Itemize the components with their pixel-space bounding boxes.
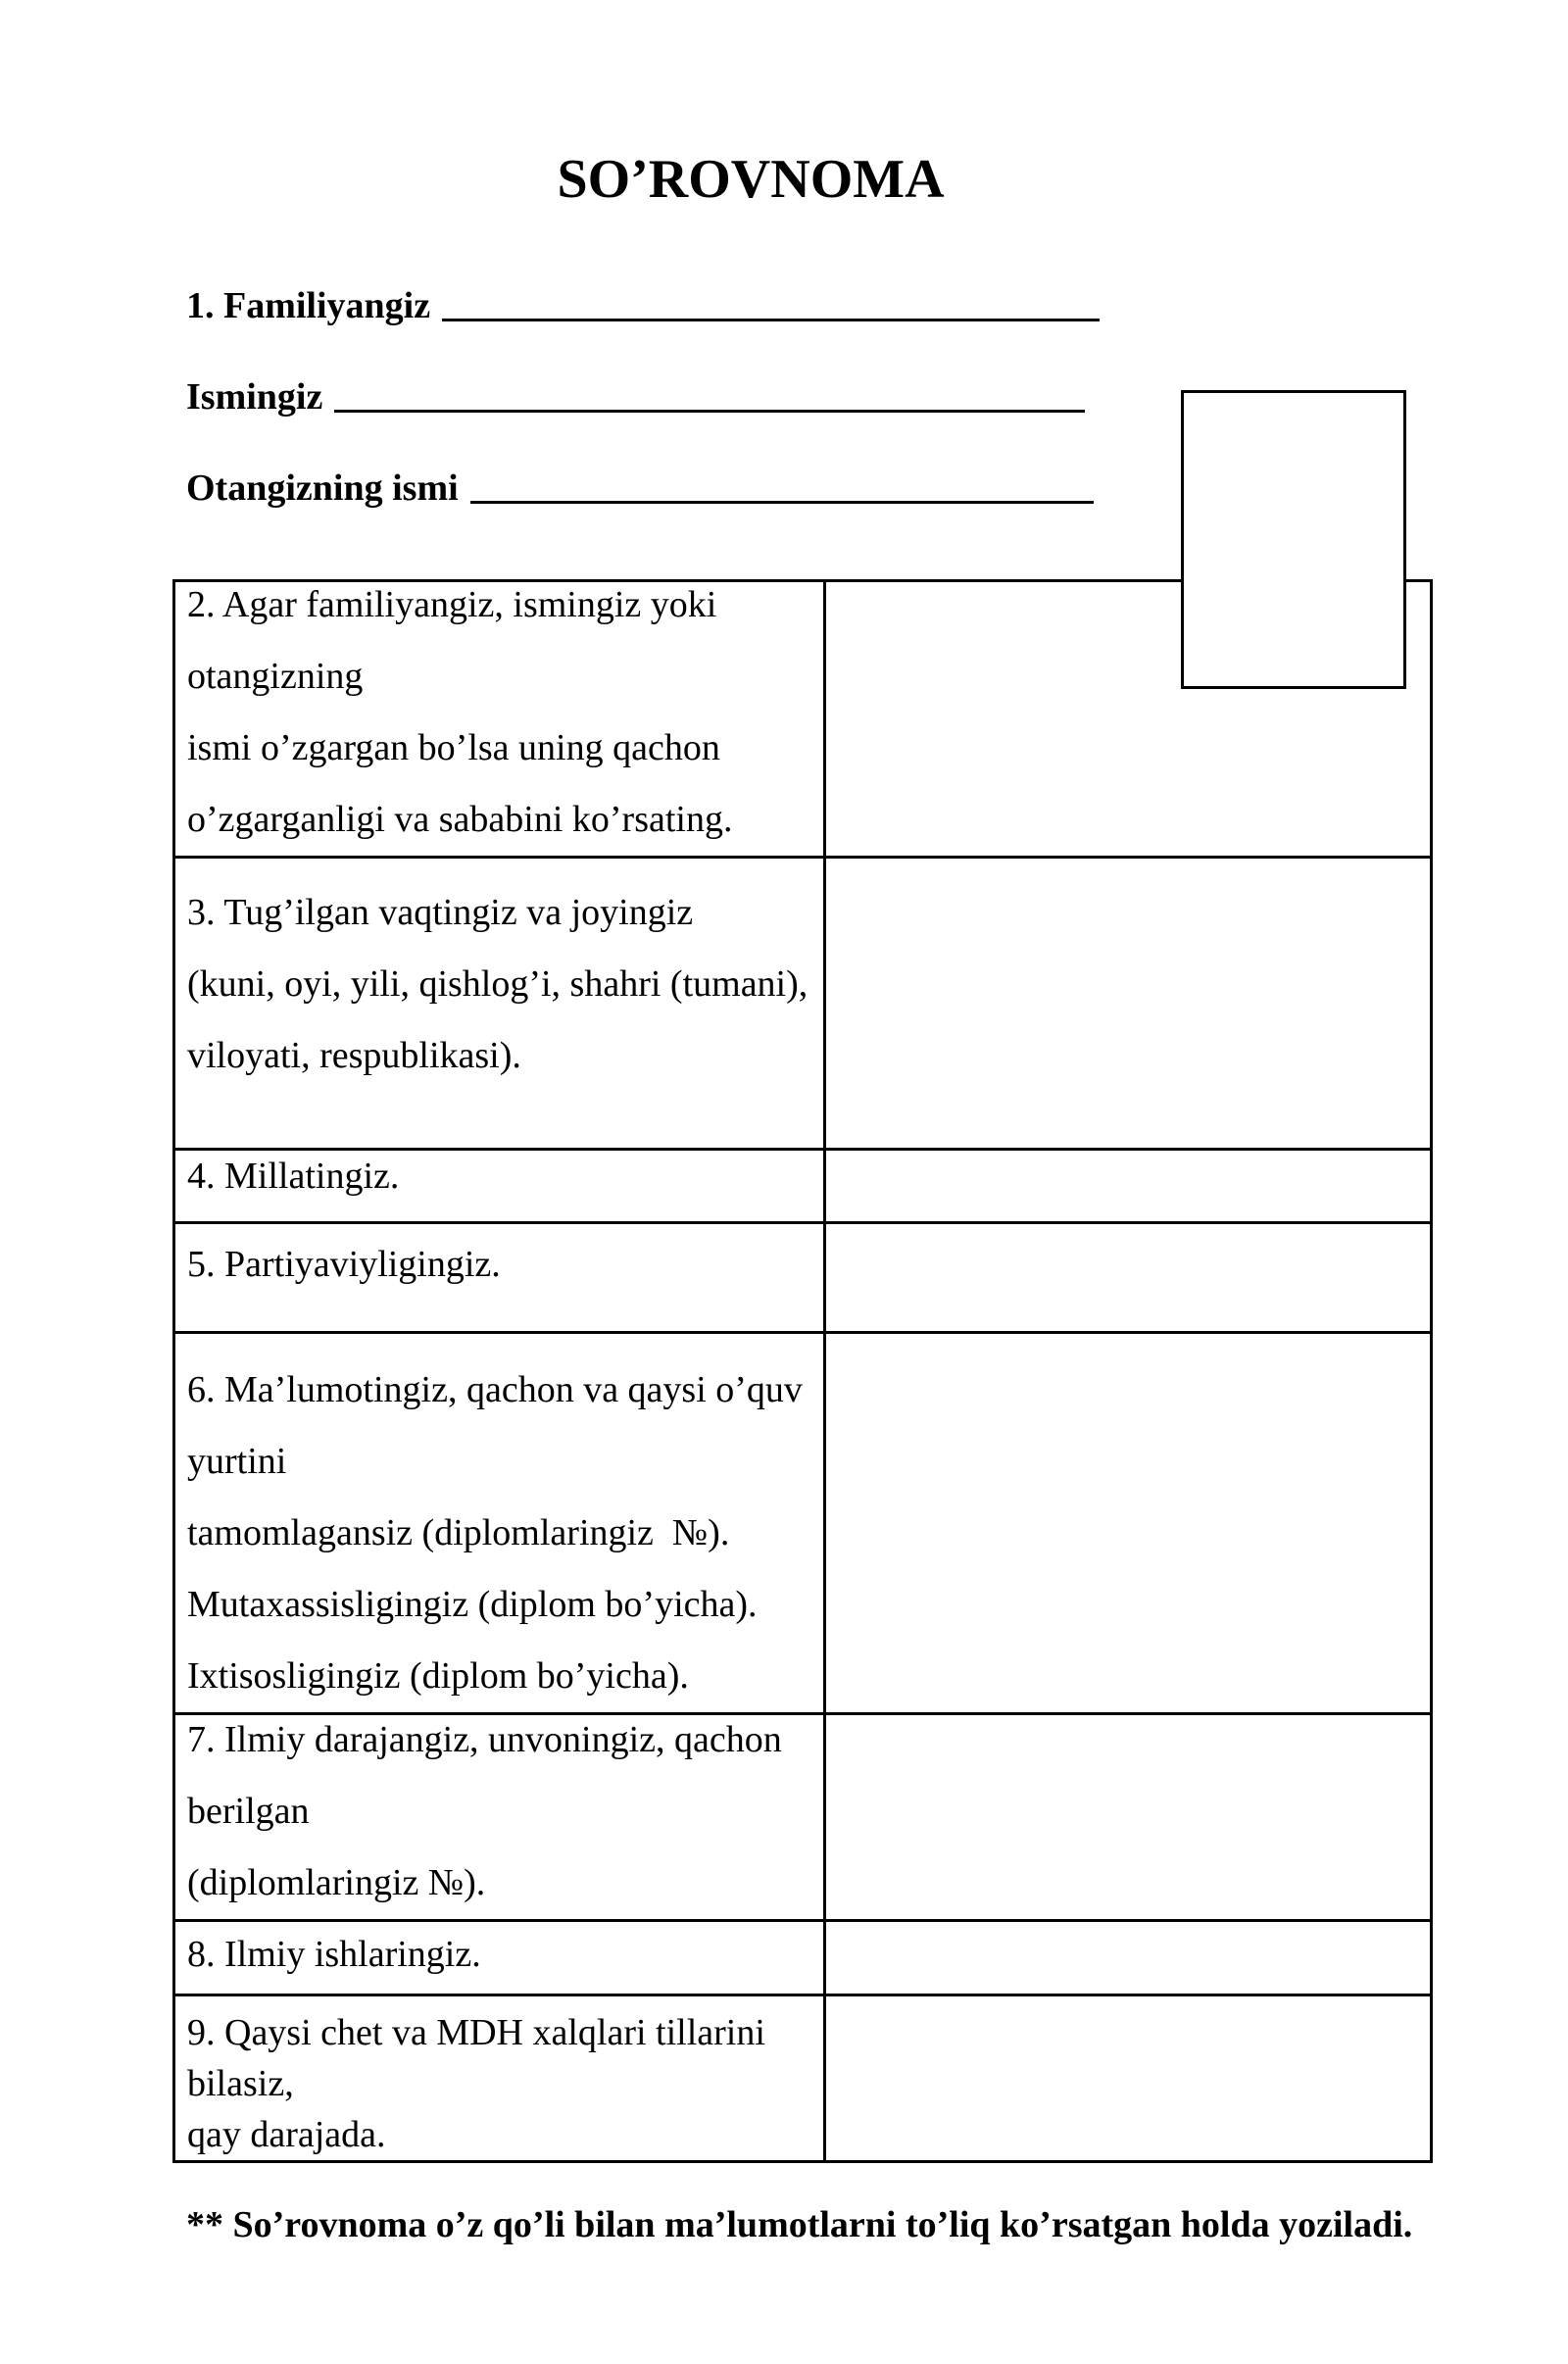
table-row [175,1715,1430,1922]
question-line: o’zgarganligi va sababini ko’rsating. [187,799,733,840]
answer-cell [826,859,1430,1148]
question-line: qay darajada. [187,2114,386,2155]
field-label: 1. Familiyangiz [186,285,431,326]
field-row [186,286,1100,325]
question-line: ismi o’zgargan bo’lsa uning qachon [187,727,720,768]
answer-cell [826,1922,1430,1994]
page-title: SO’ROVNOMA [557,149,945,210]
question-line: 6. Ma’lumotingiz, qachon va qaysi o’quv yurtini [187,1369,812,1482]
question-line: tamomlagansiz (diplomlaringiz №). [187,1512,730,1553]
question-cell [175,1996,826,2160]
question-cell [175,859,826,1148]
answer-cell [826,1715,1430,1919]
table-row [175,1151,1430,1224]
field-row [186,377,1085,417]
table-row [175,1334,1430,1715]
question-line: (diplomlaringiz №). [187,1862,486,1903]
question-line: Ixtisosligingiz (diplom bo’yicha). [187,1655,689,1697]
question-line: 2. Agar familiyangiz, ismingiz yoki otangizning [187,584,726,697]
question-cell [175,582,826,856]
table-row [175,1224,1430,1334]
answer-cell [826,1334,1430,1712]
field-row [186,468,1094,508]
fill-line [470,500,1094,504]
question-line: 7. Ilmiy darajangiz, unvoningiz, qachon berilgan [187,1719,792,1832]
question-cell [175,1334,826,1712]
question-cell [175,1224,826,1331]
table-row [175,1996,1430,2160]
question-line: 8. Ilmiy ishlaringiz. [187,1934,481,1975]
question-line: 9. Qaysi chet va MDH xalqlari tillarini bilasiz, [187,2012,775,2104]
question-line: Mutaxassisligingiz (diplom bo’yicha). [187,1584,758,1625]
question-cell [175,1151,826,1221]
table-row [175,1922,1430,1996]
question-line: viloyati, respublikasi). [187,1035,521,1076]
answer-cell [826,1224,1430,1331]
fill-line [442,318,1100,321]
field-label: Ismingiz [186,376,323,418]
question-cell [175,1922,826,1994]
question-line: (kuni, oyi, yili, qishlog’i, shahri (tumani), [187,963,808,1005]
question-line: 5. Partiyaviyligingiz. [187,1244,501,1285]
question-line: 3. Tug’ilgan vaqtingiz va joyingiz [187,892,694,933]
footer-note: ** So’rovnoma o’z qo’li bilan ma’lumotlarni to’liq ko’rsatgan holda yoziladi. [186,2204,1413,2245]
table-row [175,859,1430,1151]
answer-cell [826,1996,1430,2160]
field-label: Otangizning ismi [186,468,459,509]
page [0,147,1568,2364]
answer-cell [826,1151,1430,1221]
question-table [172,579,1433,2163]
fill-line [334,409,1085,413]
question-cell [175,1715,826,1919]
photo-box [1181,390,1406,689]
question-line: 4. Millatingiz. [187,1156,400,1197]
